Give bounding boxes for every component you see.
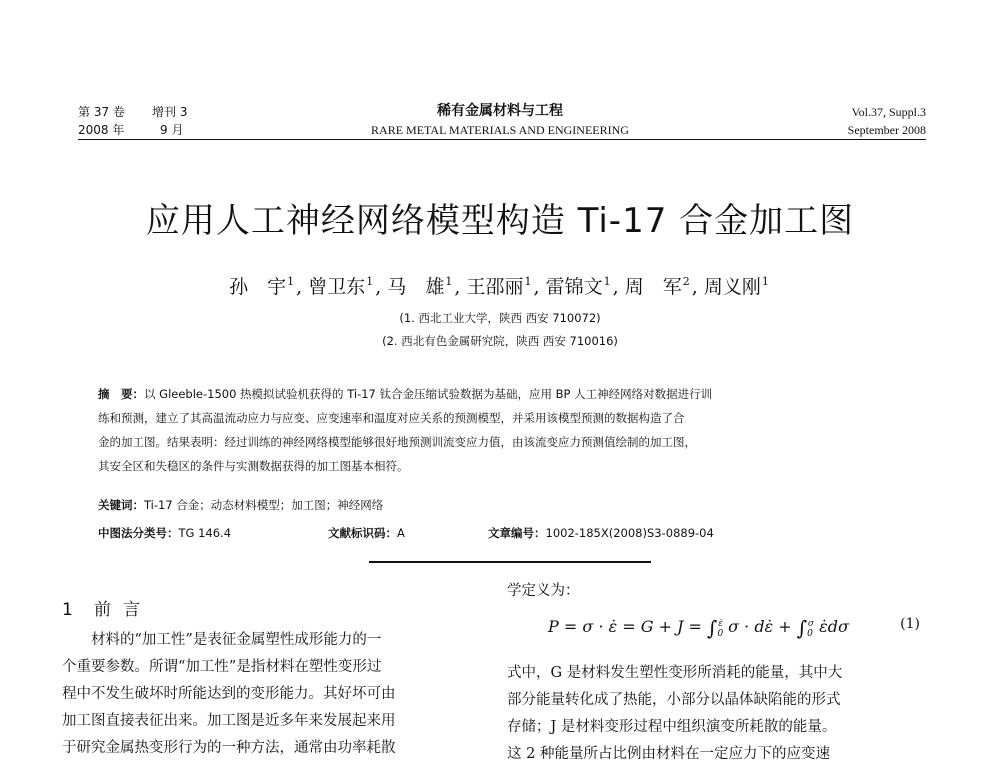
author-affiliation-mark: 1 <box>603 275 611 288</box>
body-line: 程中不发生破坏时所能达到的变形能力。其好坏可由 <box>62 686 396 702</box>
header-month-cn: 9 月 <box>160 123 184 137</box>
right-column-intro: 学定义为： <box>507 583 580 599</box>
body-line: 部分能量转化成了热能，小部分以晶体缺陷能的形式 <box>507 692 841 708</box>
abstract-line: 练和预测，建立了其高温流动应力与应变、应变速率和温度对应关系的预测模型，并采用该模型预测的数据构造了合 <box>98 411 685 425</box>
affiliation-1: (1. 西北工业大学，陕西 西安 710072) <box>399 311 601 325</box>
equation-number: (1) <box>900 616 920 632</box>
keywords-label: 关键词： <box>98 498 144 512</box>
header-volume-cn: 第 37 卷 <box>78 105 125 119</box>
journal-title-cn: 稀有金属材料与工程 <box>437 103 563 119</box>
body-line: 加工图直接表征出来。加工图是近多年来发展起来用 <box>62 713 396 729</box>
affiliation-2: (2. 西北有色金属研究院，陕西 西安 710016) <box>382 334 618 348</box>
right-column-body <box>507 660 928 768</box>
equation-1: P = σ · ε̇ = $G + J = \int_0^{\varepsiloṅ}$ σ · dε̇ + $\int_0^\sigma$ ε̇dσ (1) <box>548 616 920 640</box>
abstract-line: 金的加工图。结果表明：经过训练的神经网络模型能够很好地预测训流变应力值，由该流变应力预测值绘制的加工图， <box>98 435 696 449</box>
header-volume-en: Vol.37, Suppl.3 <box>851 105 926 119</box>
author-name: 马 雄 <box>387 276 445 298</box>
author-affiliation-mark: 1 <box>445 275 453 288</box>
author-affiliation-mark: 1 <box>366 275 374 288</box>
author-name: 周义刚 <box>703 276 761 298</box>
document-code: 文献标识码：A <box>328 526 405 540</box>
author-affiliation-mark: 1 <box>761 275 769 288</box>
equation-lhs: P = σ · ε̇ = G + J = <box>548 617 708 636</box>
integral-sign: ∫ <box>796 616 808 640</box>
left-column-body <box>62 627 477 762</box>
body-line: 式中，G 是材料发生塑性变形所消耗的能量，其中大 <box>507 665 843 681</box>
author-affiliation-mark: 2 <box>682 275 690 288</box>
section-number: 1 <box>62 600 73 620</box>
clc-number: 中图法分类号：TG 146.4 <box>98 526 232 540</box>
abstract-label: 摘 要： <box>98 387 144 401</box>
abstract-line: 摘 要：以 Gleeble-1500 热模拟试验机获得的 Ti-17 钛合金压缩试验数据为基础，应用 BP 人工神经网络对数据进行训 <box>98 387 713 401</box>
paper-title: 应用人工神经网络模型构造 Ti-17 合金加工图 <box>145 201 855 241</box>
section-heading <box>62 595 152 620</box>
header-supplement-cn: 增刊 3 <box>152 105 188 119</box>
author-affiliation-mark: 1 <box>524 275 532 288</box>
journal-title-en: RARE METAL MATERIALS AND ENGINEERING <box>371 123 629 137</box>
header-rule <box>78 139 926 140</box>
author-list: 孙 宇$^1$ , 曾卫东$^1$ , 马 雄$^1$ , 王邵丽$^1$ , 雷锦文$^1$ , 周 军$^2$ , 周义刚$^1$ <box>229 275 769 298</box>
author-name: 孙 宇 <box>229 276 287 298</box>
author-name: 曾卫东 <box>308 276 366 298</box>
body-line: 材料的“加工性”是表征金属塑性成形能力的一 <box>91 632 382 648</box>
author-name: 王邵丽 <box>466 276 524 298</box>
body-line: 这 2 种能量所占比例由材料在一定应力下的应变速 <box>507 746 830 762</box>
article-number: 文章编号：1002-185X(2008)S3-0889-04 <box>488 526 714 540</box>
body-line: 个重要参数。所谓“加工性”是指材料在塑性变形过 <box>62 659 382 675</box>
abstract-line: 其安全区和失稳区的条件与实测数据获得的加工图基本相符。 <box>98 459 409 473</box>
keywords-text: Ti-17 合金；动态材料模型；加工图；神经网络 <box>144 498 384 512</box>
abstract-separator <box>369 561 651 563</box>
body-line: 存储；J 是材料变形过程中组织演变所耗散的能量。 <box>507 719 837 735</box>
header-date-en: September 2008 <box>847 123 926 137</box>
section-title: 前言 <box>94 600 152 620</box>
header-year-cn: 2008 年 <box>78 123 125 137</box>
body-line: 于研究金属热变形行为的一种方法，通常由功率耗散 <box>62 740 396 756</box>
author-name: 雷锦文 <box>545 276 603 298</box>
author-name: 周 军 <box>624 276 682 298</box>
keywords <box>98 497 383 513</box>
author-affiliation-mark: 1 <box>287 275 295 288</box>
abstract <box>98 382 928 478</box>
integral-sign: ∫ <box>707 616 718 640</box>
